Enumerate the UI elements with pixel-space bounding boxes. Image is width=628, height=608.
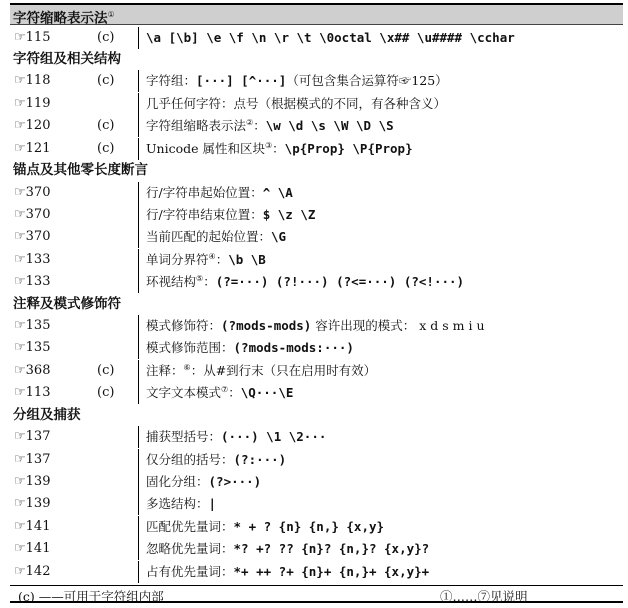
footer-legend	[10, 585, 623, 608]
row-label: 仅分组的括号：	[146, 451, 234, 467]
charclass-marker: (c)	[97, 140, 115, 156]
syntax-code: (?:···)	[233, 451, 287, 467]
page-number: ☞370	[14, 184, 51, 200]
table-row	[10, 226, 623, 248]
page-number: ☞370	[14, 206, 51, 222]
row-description	[146, 516, 384, 538]
charclass-marker: (c)	[97, 29, 115, 45]
page-number: ☞135	[14, 340, 51, 356]
row-label: 字符组缩略表示法	[146, 118, 247, 134]
column-divider	[138, 27, 139, 49]
syntax-code: (?mods-mods)	[221, 318, 312, 333]
table-row	[10, 315, 623, 337]
section-title: 锚点及其他零长度断言	[13, 162, 148, 178]
syntax-code: ^ \A	[262, 184, 293, 200]
page-reference	[13, 315, 50, 337]
column-divider	[138, 315, 139, 337]
table-row	[10, 27, 623, 49]
page-reference	[13, 538, 50, 560]
page-number: ☞141	[14, 518, 51, 534]
colon-separator: ：	[203, 274, 216, 290]
column-divider	[138, 493, 139, 515]
row-description	[146, 471, 261, 493]
syntax-code: \a [\b] \e \f \n \r \t \0octal \x## \u#### \cchar	[146, 29, 515, 45]
table-row	[10, 538, 623, 560]
charclass-marker: (c)	[97, 118, 115, 134]
row-label: 捕获型括号：	[146, 429, 222, 445]
page-reference	[13, 249, 50, 271]
column-divider	[138, 138, 139, 160]
page-number: ☞137	[14, 451, 51, 467]
column-divider	[138, 382, 139, 404]
row-description	[146, 271, 464, 293]
syntax-code: (···) \1 \2···	[221, 429, 327, 445]
page-number: ☞115	[14, 29, 51, 45]
footnote-marker: ⑥	[183, 362, 191, 372]
row-description	[146, 93, 446, 115]
section-header	[10, 49, 623, 69]
row-label: 模式修饰符：	[146, 318, 222, 333]
row-label: 注释：	[146, 362, 184, 378]
footer-note: (c) ——可用于字符组内部	[18, 588, 164, 604]
syntax-code: * + ? {n} {n,} {x,y}	[233, 518, 385, 534]
syntax-code: $ \z \Z	[262, 206, 316, 222]
syntax-code: *+ ++ ?+ {n}+ {n,}+ {x,y}+	[233, 563, 430, 579]
page-number: ☞142	[14, 563, 51, 579]
row-description	[146, 182, 293, 204]
page-reference	[13, 93, 50, 115]
column-divider	[138, 516, 139, 538]
section-header	[10, 405, 623, 425]
page-reference	[13, 226, 50, 248]
page-number: ☞370	[14, 229, 51, 245]
row-description	[146, 70, 448, 92]
table-row	[10, 204, 623, 226]
column-divider	[138, 471, 139, 493]
page-number: ☞139	[14, 473, 51, 489]
row-description	[146, 337, 354, 359]
section-title: 字符缩略表示法	[13, 10, 108, 27]
column-divider	[138, 249, 139, 271]
syntax-code: (?=···) (?!···) (?<=···) (?<!···)	[215, 274, 465, 290]
row-label: 模式修饰范围：	[146, 340, 234, 356]
column-divider	[138, 115, 139, 137]
column-divider	[138, 204, 139, 226]
charclass-marker: (c)	[97, 362, 115, 378]
syntax-code: 点号	[233, 95, 259, 111]
footnote-marker: ⑦	[221, 385, 229, 395]
column-divider	[138, 426, 139, 448]
colon-separator: ：	[228, 385, 241, 401]
section-header	[10, 160, 623, 180]
section-header	[10, 294, 623, 314]
page-reference	[13, 561, 50, 583]
page-reference	[13, 449, 50, 471]
charclass-marker: (c)	[97, 73, 115, 89]
row-label: 环视结构	[146, 274, 197, 290]
page-number: ☞139	[14, 496, 51, 512]
row-note: （根据模式的不同，有各种含义）	[258, 95, 447, 111]
page-reference	[13, 115, 115, 137]
section-title: 分组及捕获	[13, 406, 81, 423]
footnote-marker: ④	[208, 251, 216, 261]
table-row	[10, 449, 623, 471]
colon-separator: ：	[272, 140, 285, 156]
row-label: 忽略优先量词：	[146, 541, 234, 557]
row-description	[146, 561, 429, 583]
page-reference	[13, 360, 115, 382]
row-label: Unicode 属性和区块	[146, 140, 265, 156]
footnote-marker: ③	[264, 140, 273, 150]
syntax-code: \b \B	[228, 251, 266, 267]
page-number: ☞137	[14, 429, 51, 445]
page-reference	[13, 493, 50, 515]
row-description	[146, 538, 429, 560]
row-description	[146, 449, 286, 471]
column-divider	[138, 70, 139, 92]
row-description	[146, 360, 376, 382]
table-row	[10, 337, 623, 359]
page-reference	[13, 70, 115, 92]
page-reference	[13, 471, 50, 493]
colon-separator: ：	[215, 251, 229, 267]
table-row	[10, 249, 623, 271]
page-number: ☞119	[14, 95, 51, 111]
row-description	[146, 493, 216, 515]
page-number: ☞368	[14, 362, 51, 378]
syntax-code: \Q···\E	[240, 385, 294, 401]
footnote-marker: ⑤	[196, 273, 204, 283]
column-divider	[138, 449, 139, 471]
row-description	[146, 426, 326, 448]
table-row	[10, 182, 623, 204]
page-reference	[13, 426, 50, 448]
page-number: ☞120	[14, 118, 51, 134]
page-reference	[13, 204, 50, 226]
table-row	[10, 426, 623, 448]
page-number: ☞133	[14, 251, 51, 267]
column-divider	[138, 561, 139, 583]
page-reference	[13, 27, 115, 49]
page-number: ☞141	[14, 541, 51, 557]
syntax-code: (?>···)	[208, 473, 262, 489]
page-reference	[13, 516, 50, 538]
table-row	[10, 115, 623, 137]
row-label: 固化分组：	[146, 473, 209, 489]
page-number: ☞135	[14, 318, 51, 333]
row-label: 行/字符串起始位置：	[146, 184, 263, 200]
page-number: ☞118	[14, 73, 51, 89]
row-description	[146, 27, 515, 49]
footnote-marker: ①	[107, 10, 115, 19]
row-label: 占有优先量词：	[146, 563, 234, 579]
page-reference	[13, 182, 50, 204]
colon-separator: ：	[190, 362, 204, 378]
page-reference	[13, 382, 115, 404]
table-row	[10, 382, 623, 404]
section-header	[10, 5, 623, 25]
row-label: 行/字符串结束位置：	[146, 206, 263, 222]
syntax-code: *? +? ?? {n}? {n,}? {x,y}?	[233, 541, 430, 557]
row-description	[146, 315, 485, 337]
row-description	[146, 382, 293, 404]
column-divider	[138, 93, 139, 115]
syntax-code: [···] [^···]	[196, 73, 287, 89]
row-label: 单词分界符	[146, 251, 209, 267]
column-divider	[138, 182, 139, 204]
row-description	[146, 226, 286, 248]
row-label: 文字文本模式	[146, 385, 222, 401]
syntax-code: \G	[271, 229, 287, 245]
reference-table	[10, 3, 623, 603]
section-title: 注释及模式修饰符	[13, 295, 121, 312]
column-divider	[138, 271, 139, 293]
page-number: ☞133	[14, 274, 51, 290]
table-row	[10, 360, 623, 382]
column-divider	[138, 360, 139, 382]
row-description	[146, 115, 394, 137]
syntax-code: 从#到行末（只在启用时有效）	[203, 362, 377, 378]
row-label: 当前匹配的起始位置：	[146, 229, 272, 245]
row-label: 匹配优先量词：	[146, 518, 234, 534]
footer-notes-ref: ①……⑦见说明	[440, 588, 528, 604]
row-label: 几乎任何字符：	[146, 95, 234, 111]
page-reference	[13, 337, 50, 359]
section-title: 字符组及相关结构	[13, 50, 121, 67]
syntax-code: (?mods-mods:···)	[233, 340, 354, 356]
row-label: 字符组：	[146, 73, 197, 89]
table-row	[10, 138, 623, 160]
page-number: ☞121	[14, 140, 51, 156]
table-row	[10, 271, 623, 293]
column-divider	[138, 538, 139, 560]
row-note: （可包含集合运算符☞125）	[286, 73, 448, 89]
column-divider	[138, 226, 139, 248]
syntax-code: |	[208, 496, 217, 512]
table-row	[10, 70, 623, 92]
charclass-marker: (c)	[97, 385, 115, 401]
row-description	[146, 204, 315, 226]
row-note: 容许出现的模式： x d s m i u	[311, 318, 485, 333]
row-description	[146, 138, 413, 160]
page-reference	[13, 138, 115, 160]
row-label: 多选结构：	[146, 496, 209, 512]
colon-separator: ：	[253, 118, 266, 134]
page-reference	[13, 271, 50, 293]
table-row	[10, 561, 623, 583]
table-row	[10, 516, 623, 538]
syntax-code: \p{Prop} \P{Prop}	[284, 140, 413, 156]
column-divider	[138, 337, 139, 359]
syntax-code: \w \d \s \W \D \S	[265, 118, 394, 134]
table-row	[10, 493, 623, 515]
row-description	[146, 249, 266, 271]
footnote-marker: ②	[246, 118, 254, 128]
page-number: ☞113	[14, 385, 51, 401]
table-row	[10, 471, 623, 493]
table-row	[10, 93, 623, 115]
